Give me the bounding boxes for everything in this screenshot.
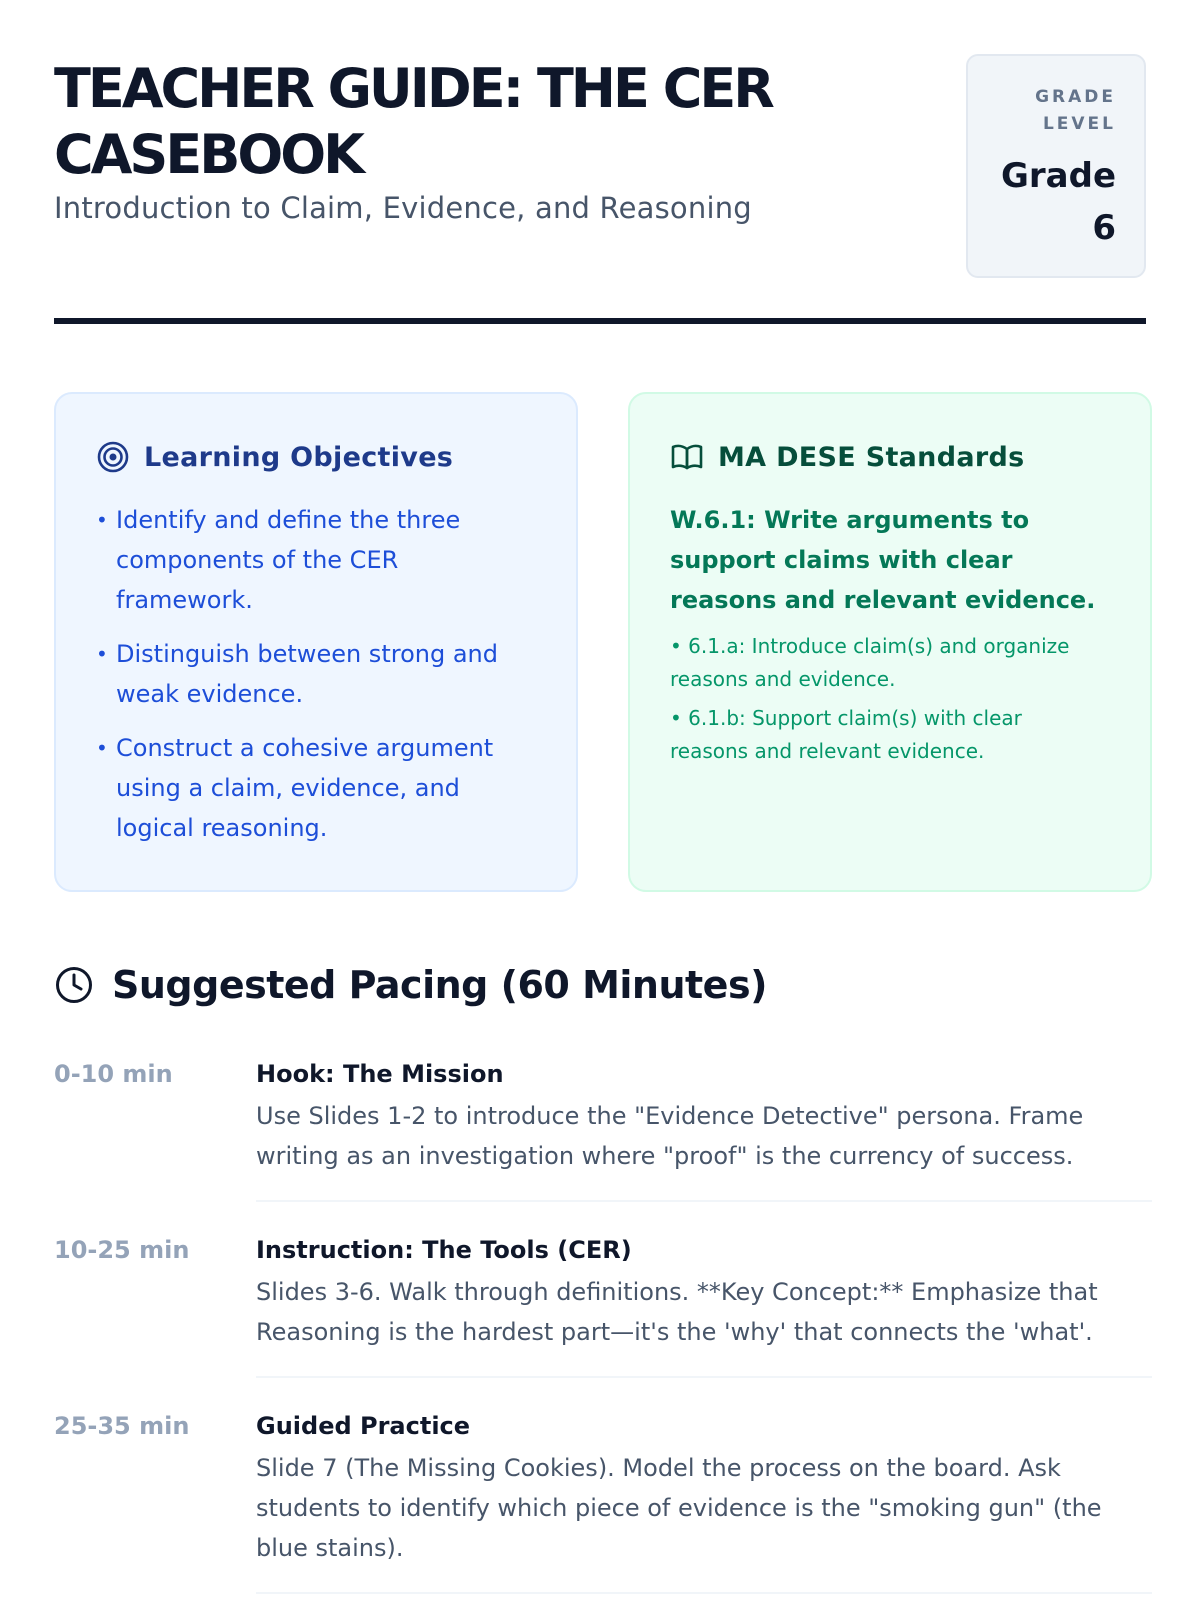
- pacing-title: Suggested Pacing (60 Minutes): [112, 963, 767, 1007]
- pacing-row: [54, 1056, 1152, 1232]
- pacing-description: Slide 7 (The Missing Cookies). Model the process on the board. Ask students to identify which piece of evidence is the "smoking gun" (the blue stains).: [256, 1454, 1102, 1562]
- standard-sub: • 6.1.b: Support claim(s) with clear reasons and relevant evidence.: [670, 706, 1022, 763]
- list-item: [96, 634, 516, 714]
- pacing-body: [256, 1408, 1152, 1594]
- pacing-header: [54, 958, 1152, 1012]
- header-divider: [54, 318, 1146, 324]
- clock-icon: [54, 965, 94, 1005]
- pacing-description: Slides 3-6. Walk through definitions. **Key Concept:** Emphasize that Reasoning is the hardest part—it's the 'why' that connects the 'what'.: [256, 1278, 1098, 1346]
- bullet-icon: •: [96, 508, 108, 532]
- standards-header: [670, 438, 1110, 476]
- pacing-heading: Guided Practice: [256, 1412, 471, 1440]
- grade-level-badge: [966, 54, 1146, 278]
- grade-level-value: Grade 6: [1000, 156, 1116, 248]
- objective-text: Construct a cohesive argument using a claim, evidence, and logical reasoning.: [116, 734, 494, 842]
- standard-main: W.6.1: Write arguments to support claims with clear reasons and relevant evidence.: [670, 506, 1096, 614]
- pacing-time: 10-25 min: [54, 1236, 190, 1264]
- pacing-time: 0-10 min: [54, 1060, 173, 1088]
- pacing-section: [54, 958, 1152, 1600]
- target-icon: [96, 440, 130, 474]
- page-title: TEACHER GUIDE: THE CER CASEBOOK: [54, 57, 772, 186]
- pacing-body: [256, 1056, 1152, 1202]
- standard-sub: • 6.1.a: Introduce claim(s) and organize reasons and evidence.: [670, 634, 1070, 691]
- bullet-icon: •: [96, 642, 108, 666]
- list-item: [96, 728, 516, 848]
- overview-cards: [54, 392, 1152, 892]
- pacing-list: [54, 1056, 1152, 1600]
- learning-objectives-list: [96, 500, 536, 848]
- learning-objectives-header: [96, 438, 536, 476]
- pacing-row: [54, 1232, 1152, 1408]
- learning-objectives-card: [54, 392, 578, 892]
- grade-level-label: GRADE LEVEL: [1035, 87, 1116, 134]
- pacing-heading: Instruction: The Tools (CER): [256, 1236, 632, 1264]
- page-subtitle: Introduction to Claim, Evidence, and Reasoning: [54, 191, 752, 225]
- pacing-time: 25-35 min: [54, 1412, 190, 1440]
- book-open-icon: [670, 440, 704, 474]
- list-item: [96, 500, 516, 620]
- standards-card: [628, 392, 1152, 892]
- standards-title: MA DESE Standards: [718, 441, 1025, 473]
- bullet-icon: •: [96, 736, 108, 760]
- guide-header: [54, 0, 1146, 320]
- objective-text: Identify and define the three components of the CER framework.: [116, 506, 461, 614]
- objective-text: Distinguish between strong and weak evidence.: [116, 640, 498, 708]
- learning-objectives-title: Learning Objectives: [144, 441, 454, 473]
- pacing-body: [256, 1232, 1152, 1378]
- pacing-description: Use Slides 1-2 to introduce the "Evidence Detective" persona. Frame writing as an investigation where "proof" is the currency of success.: [256, 1102, 1084, 1170]
- pacing-row: [54, 1408, 1152, 1600]
- pacing-heading: Hook: The Mission: [256, 1060, 504, 1088]
